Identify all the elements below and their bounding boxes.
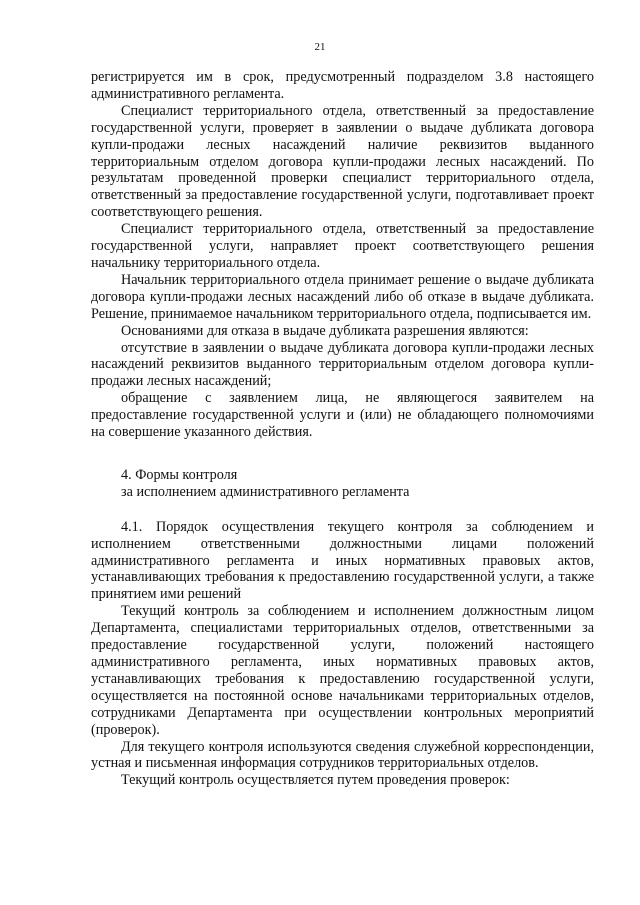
paragraph: Основаниями для отказа в выдаче дубликата разрешения являются: [121,322,529,339]
section-subtitle: за исполнением административного регламента [121,483,410,500]
section-title: 4. Формы контроля [121,466,238,483]
paragraph: 4.1. Порядок осуществления текущего контроля за соблюдением и исполнением ответственными должностными лицами положений административного регламента и иных нормативных правовых актов, устанавливающих требования к предоставлению государственной услуги, а также принятием ими решений [91,518,594,603]
paragraph: Начальник территориального отдела принимает решение о выдаче дубликата договора купли-продажи лесных насаждений либо об отказе в выдаче дубликата. Решение, принимаемое начальником территориального отдела, подписывается им. [91,271,594,322]
paragraph: Для текущего контроля используются сведения служебной корреспонденции, устная и письменная информация сотрудников территориальных отделов. [91,738,594,772]
paragraph: отсутствие в заявлении о выдаче дубликата договора купли-продажи лесных насаждений реквизитов выданного территориальным отделом договора купли-продажи лесных насаждений; [91,339,594,390]
document-body [91,69,594,789]
paragraph: обращение с заявлением лица, не являющегося заявителем на предоставление государственной услуги и (или) не обладающего полномочиями на совершение указанного действия. [91,390,594,441]
spacer [91,501,594,519]
paragraph: регистрируется им в срок, предусмотренный подразделом 3.8 настоящего административного регламента. [91,69,594,102]
paragraph: Текущий контроль осуществляется путем проведения проверок: [121,772,510,789]
paragraph: Специалист территориального отдела, ответственный за предоставление государственной услуги, направляет проект соответствующего решения начальнику территориального отдела. [91,221,594,271]
paragraph: Текущий контроль за соблюдением и исполнением должностным лицом Департамента, специалистами территориальных отделов, ответственными за предоставление государственной услуги, положений настоящего административного регламента, иных нормативных правовых актов, устанавливающих требования к предоставлению государственной услуги, осуществляется на постоянной основе начальниками территориальных отделов, сотрудниками Департамента при осуществлении контрольных мероприятий (проверок). [91,603,594,738]
page-number: 21 [314,41,326,53]
paragraph: Специалист территориального отдела, ответственный за предоставление государственной услуги, проверяет в заявлении о выдаче дубликата договора купли-продажи лесных насаждений наличие реквизитов выданного территориальным отделом договора купли-продажи лесных насаждений. По результатам проведенной проверки специалист территориального отдела, ответственный за предоставление государственной услуги, подготавливает проект соответствующего решения. [91,102,594,221]
